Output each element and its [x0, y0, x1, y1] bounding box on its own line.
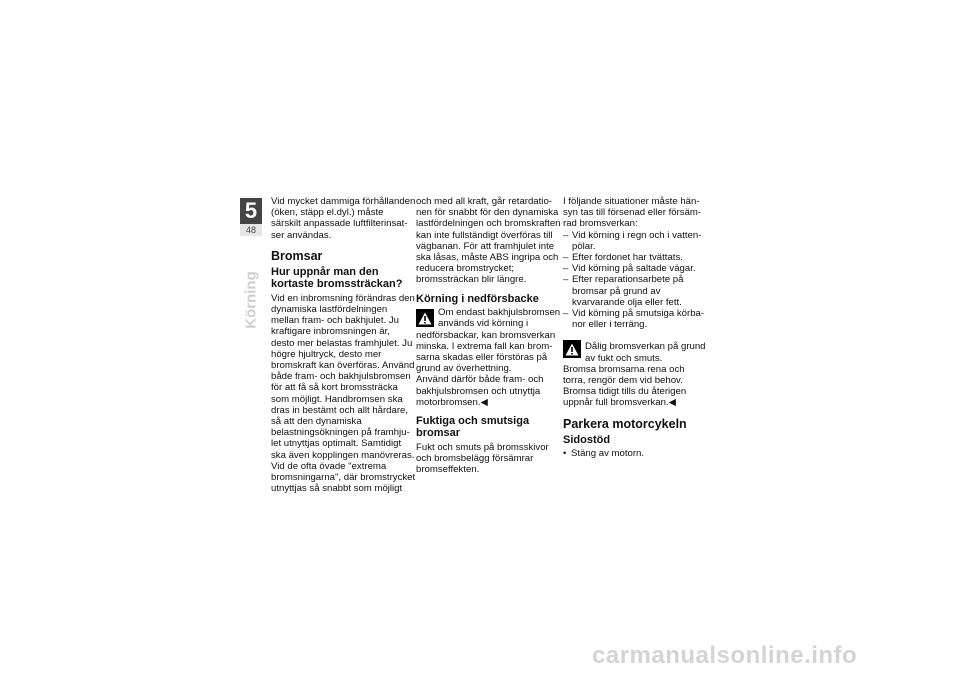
list-item: • Stäng av motorn.: [563, 448, 708, 459]
warning-icon: [416, 309, 434, 327]
chapter-tab: [240, 198, 262, 236]
chapter-number: 5: [240, 198, 262, 224]
list-item: – Vid körning i regn och i vattenpölar.: [563, 230, 708, 252]
downhill-advice: Använd därför både fram- och bakhjulsbromsen och utnyttja motorbromsen.◀: [416, 374, 544, 408]
list-item: – Vid körning på saltade vägar.: [563, 263, 708, 274]
warning-icon: [563, 340, 581, 358]
watermark-text: carmanualsonline.info: [592, 642, 858, 669]
list-item: – Efter reparationsarbete på bromsar på grund av kvarvarande olja eller fett.: [563, 274, 708, 308]
heading-bromsar: Bromsar: [271, 248, 323, 263]
column-3: [563, 196, 708, 459]
clean-brakes-paragraph: Bromsa bromsarna rena och torra, rengör dem vid behov. Bromsa tidigt tills du återigen uppnår full bromsverkan.◀: [563, 363, 687, 409]
warning-wet: [563, 338, 708, 363]
list-item: – Efter fordonet har tvättats.: [563, 252, 708, 263]
situations-intro: I följande situationer måste hänsyn tas till försenad eller försämrad bromsverkan:: [563, 196, 702, 230]
list-item: – Vid körning på smutsiga körbanor eller i terräng.: [563, 308, 708, 330]
warning-wet-text: Dålig bromsverkan på grund av fukt och smuts.: [585, 341, 706, 364]
warning-downhill-text: Om endast bakhjulsbromsen används vid körning i nedförsbackar, kan bromsverkan minska. I extrema fall kan bromsarna skadas eller förstöras på grund av överhettning.: [416, 307, 561, 375]
dust-paragraph: Vid mycket dammiga förhållanden (öken, stäpp el.dyl.) måste särskilt anpassade luftfilterinsatser användas.: [271, 196, 416, 241]
wet-brakes-paragraph: Fukt och smuts på bromsskivor och bromsbelägg försämrar bromseffekten.: [416, 441, 549, 476]
situations-list: [563, 230, 708, 331]
heading-side-stand: Sidostöd: [563, 433, 611, 446]
warning-downhill: [416, 307, 561, 374]
side-stand-steps: [563, 448, 708, 459]
page-number: 48: [240, 224, 262, 236]
column-2: [416, 196, 561, 476]
chapter-label: Körning: [242, 271, 260, 329]
heading-parking: Parkera motorcykeln: [563, 416, 687, 431]
column-1: [271, 196, 416, 494]
heading-shortest-braking: Hur uppnår man den kortaste bromssträckan?: [271, 265, 403, 291]
continued-paragraph: och med all kraft, går retardationen för snabbt för den dynamiska lastfördelningen och bromskraften kan inte fullständigt överföras till vägbanan. För att framhjulet inte ska låsas, måste ABS ingripa och reducera bromstrycket; bromssträckan blir längre.: [416, 196, 561, 286]
heading-downhill: Körning i nedförsbacke: [416, 292, 539, 305]
braking-paragraph: Vid en inbromsning förändras den dynamiska lastfördelningen mellan fram- och bakhjulet. Ju kraftigare inbromsningen är, desto mer belastas framhjulet. Ju högre hjultryck, desto mer bromskraft kan överföras. Använd både fram- och bakhjulsbromsen för att få så kort bromssträcka som möjligt. Handbromsen ska dras in bestämt och allt hårdare, så att den dynamiska belastningsökningen på framhjulet utnyttjas optimalt. Samtidigt ska även kopplingen manövreras. Vid de ofta övade "extrema bromsningarna", där bromstrycket utnyttjas så snabbt som möjligt: [271, 292, 416, 495]
heading-wet-brakes: Fuktiga och smutsiga bromsar: [416, 414, 530, 440]
